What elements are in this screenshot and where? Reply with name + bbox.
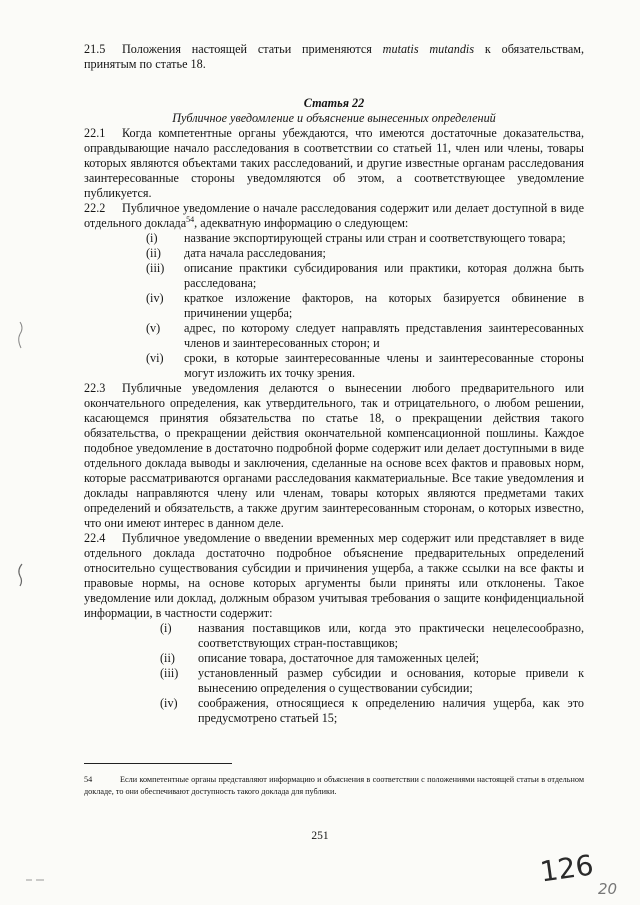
page-number: 251 [311, 830, 329, 842]
paragraph-22-3: 22.3 Публичные уведомления делаются о вынесении любого предварительного или окончательного определения, как утвердительного, так и отрицательного, о любом решении, касающемся принятия обязательства по статье 18, о прекращении действия такого обязательства, о прекращении действия окончательной компенсационной пошлины. Каждое подобное уведомление в достаточно подробной форме содержит или делает доступными в виде отдельного доклада выводы и заключения, сделанные на основе всех фактов и правовых норм, которые рассматриваются органами расследования какматериальные. Все такие уведомления и доклады направляются члену или членам, товары которых являются предметами таких определений и обязательств, а также другим заинтересованным сторонам, о которых известно, что они имеют интерес в данном деле. [84, 381, 584, 530]
list-item: (iii) описание практики субсидирования или практики, которая должна быть расследована; [146, 261, 584, 290]
article-subtitle: Публичное уведомление и объяснение вынесенных определений [172, 111, 496, 125]
list-item: (ii) дата начала расследования; [146, 246, 326, 260]
list-item: (iv) краткое изложение факторов, на которых базируется обвинение в причинении ущерба; [146, 291, 584, 320]
list-item: (i) названия поставщиков или, когда это практически нецелесообразно, соответствующих стран-поставщиков; [160, 621, 584, 650]
list-item: (i) название экспортирующей страны или стран и соответствующего товара; [146, 231, 566, 245]
list-item: (v) адрес, по которому следует направлять представления заинтересованных членов и заинтересованных сторон; и [146, 321, 584, 350]
paragraph-22-1: 22.1 Когда компетентные органы убеждаются, что имеются достаточные доказательства, оправдывающие начало расследования в соответствии со статьей 11, член или члены, товары которых являются объектами таких расследований, и другие известные органам расследования заинтересованные стороны уведомляются об этом, а соответствующее уведомление публикуется. [84, 126, 584, 200]
paragraph-number: 22.4 [84, 531, 106, 545]
margin-mark [19, 322, 22, 348]
margin-bracket [19, 564, 22, 586]
list-item: (vi) сроки, в которые заинтересованные члены и заинтересованные стороны могут изложить их точку зрения. [146, 351, 584, 380]
article-title: Статья 22 [303, 96, 365, 110]
footnote-number: 54 [84, 775, 93, 784]
list-item: (iv) соображения, относящиеся к определению наличия ущерба, как это предусмотрено статьей 15; [160, 696, 584, 725]
paragraph-22-4: 22.4 Публичное уведомление о введении временных мер содержит или представляет в виде отдельного доклада достаточно подробное объяснение предварительных определений относительно существования субсидии и причинения ущерба, а также ссылки на все факты и правовые нормы, на основе которых аргументы были приняты или отклонены. Такое уведомление или доклад, должным образом учитывая требования о защите конфиденциальной информации, в частности содержит: [84, 531, 584, 620]
footnote-reference[interactable]: 54 [186, 214, 195, 224]
paragraph-number: 22.3 [84, 381, 106, 395]
list-item: (iii) установленный размер субсидии и основания, которые привели к вынесению определения о существовании субсидии; [160, 666, 584, 695]
handwritten-page-mark: 126 [537, 848, 596, 889]
paragraph-22-2: 22.2 Публичное уведомление о начале расследования содержит или делает доступной в виде отдельного доклада$^{54}$, адекватную информацию о следующем: [84, 201, 584, 230]
handwritten-corner-mark: 20 [598, 880, 618, 898]
list-item: (ii) описание товара, достаточное для таможенных целей; [160, 651, 480, 665]
paragraph-21-5: 21.5 Положения настоящей статьи применяются mutatis mutandis к обязательствам, принятым по статье 18. [84, 42, 584, 71]
paragraph-number: 22.1 [84, 126, 106, 140]
paragraph-number: 21.5 [84, 42, 106, 56]
footnote-text: Если компетентные органы представляют информацию и объяснения в соответствии с положениями настоящей статьи в отдельном докладе, то они обеспечивают доступность такого доклада для публики. [84, 775, 584, 796]
paragraph-number: 22.2 [84, 201, 106, 215]
